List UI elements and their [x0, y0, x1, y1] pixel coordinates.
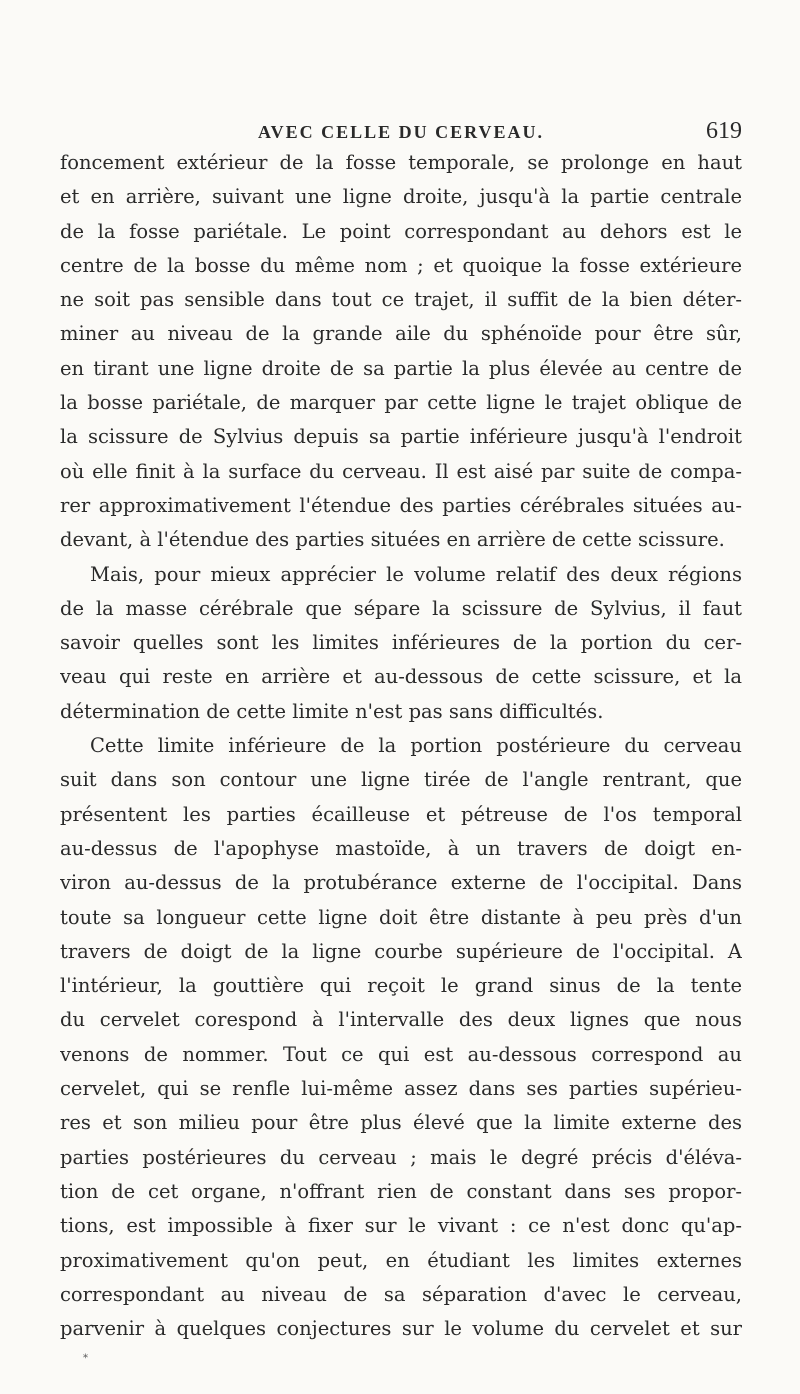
- text-line: suit dans son contour une ligne tirée de l'angle rentrant, que: [60, 768, 742, 792]
- text-line: tion de cet organe, n'offrant rien de constant dans ses propor-: [60, 1179, 742, 1203]
- text-line: Cette limite inférieure de la portion postérieure du cerveau: [90, 734, 742, 758]
- text-line: en tirant une ligne droite de sa partie la plus élevée au centre de: [60, 356, 742, 380]
- text-line: la scissure de Sylvius depuis sa partie inférieure jusqu'à l'endroit: [60, 425, 742, 449]
- text-line: correspondant au niveau de sa séparation d'avec le cerveau,: [60, 1282, 742, 1306]
- text-line: de la masse cérébrale que sépare la scissure de Sylvius, il faut: [60, 596, 742, 620]
- text-line: tions, est impossible à fixer sur le vivant : ce n'est donc qu'ap-: [60, 1214, 742, 1238]
- text-line: toute sa longueur cette ligne doit être distante à peu près d'un: [60, 905, 742, 929]
- text-line: cervelet, qui se renfle lui-même assez dans ses parties supérieu-: [60, 1077, 742, 1101]
- text-line: du cervelet corespond à l'intervalle des deux lignes que nous: [60, 1008, 742, 1032]
- text-line: de la fosse pariétale. Le point correspondant au dehors est le: [60, 219, 742, 243]
- text-line: venons de nommer. Tout ce qui est au-dessous correspond au: [60, 1042, 742, 1066]
- running-head: AVEC CELLE DU CERVEAU.: [257, 122, 545, 142]
- text-line: foncement extérieur de la fosse temporale, se prolonge en haut: [60, 151, 742, 174]
- text-line: l'intérieur, la gouttière qui reçoit le grand sinus de la tente: [60, 974, 742, 998]
- page-header: [60, 118, 742, 148]
- text-line: Mais, pour mieux apprécier le volume relatif des deux régions: [90, 562, 742, 586]
- body-text: [60, 146, 742, 1346]
- text-line: et en arrière, suivant une ligne droite, jusqu'à la partie centrale: [60, 185, 742, 209]
- text-line: centre de la bosse du même nom ; et quoique la fosse extérieure: [60, 253, 742, 277]
- page-number: 619: [706, 118, 742, 144]
- text-line: présentent les parties écailleuse et pétreuse de l'os temporal: [60, 802, 742, 826]
- text-line: veau qui reste en arrière et au-dessous de cette scissure, et la: [60, 665, 742, 689]
- text-line: parvenir à quelques conjectures sur le volume du cervelet et sur: [60, 1317, 742, 1341]
- text-line: travers de doigt de la ligne courbe supérieure de l'occipital. A: [60, 939, 742, 963]
- text-line: devant, à l'étendue des parties situées en arrière de cette scissure.: [60, 528, 725, 552]
- text-line: proximativement qu'on peut, en étudiant les limites externes: [60, 1248, 742, 1272]
- text-line: miner au niveau de la grande aile du sphénoïde pour être sûr,: [60, 322, 742, 346]
- text-line: la bosse pariétale, de marquer par cette ligne le trajet oblique de: [60, 391, 742, 415]
- text-line: où elle finit à la surface du cerveau. Il est aisé par suite de compa-: [60, 459, 742, 483]
- text-line: rer approximativement l'étendue des parties cérébrales situées au-: [60, 493, 742, 517]
- text-line: viron au-dessus de la protubérance externe de l'occipital. Dans: [60, 871, 742, 895]
- text-line: res et son milieu pour être plus élevé que la limite externe des: [60, 1111, 742, 1135]
- signature-mark: *: [83, 1353, 88, 1364]
- text-line: ne soit pas sensible dans tout ce trajet, il suffit de la bien déter-: [60, 288, 742, 312]
- text-line: au-dessus de l'apophyse mastoïde, à un travers de doigt en-: [60, 836, 742, 860]
- text-line: savoir quelles sont les limites inférieures de la portion du cer-: [60, 631, 742, 655]
- text-line: détermination de cette limite n'est pas sans difficultés.: [60, 699, 604, 723]
- text-line: parties postérieures du cerveau ; mais le degré précis d'éléva-: [60, 1145, 742, 1169]
